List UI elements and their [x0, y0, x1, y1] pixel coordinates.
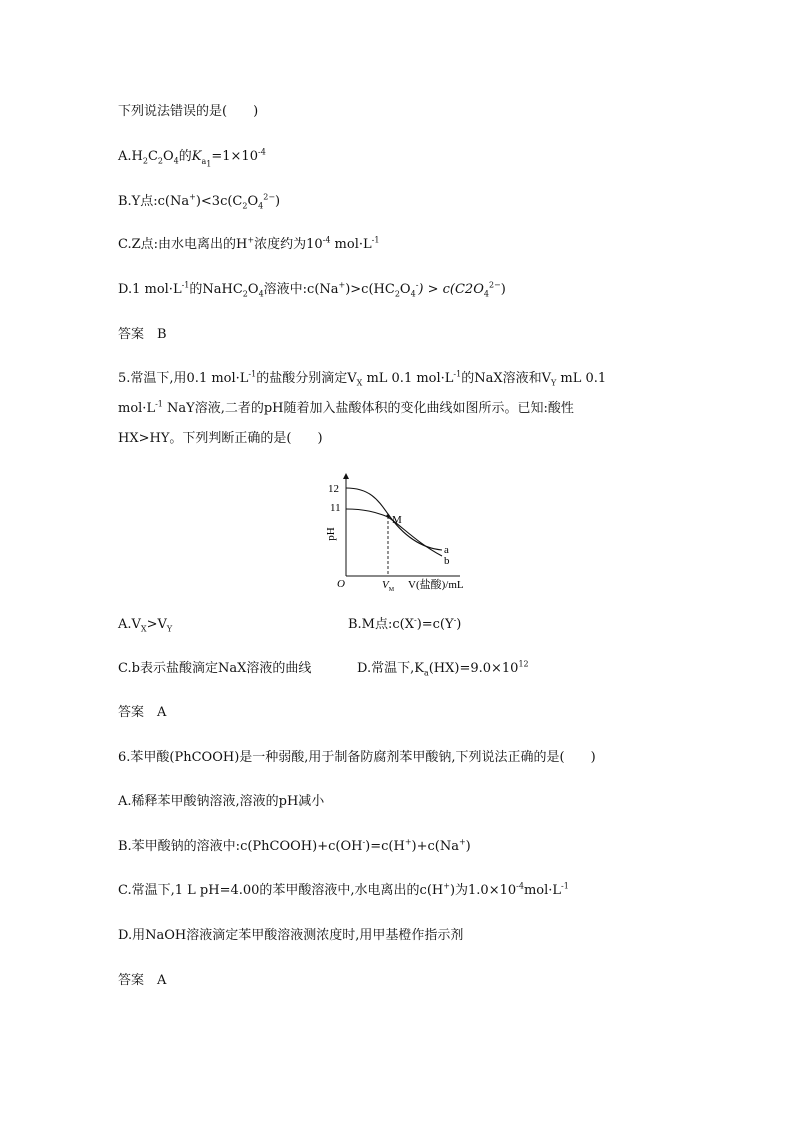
q4-option-a: $A.H_2C_2O_4$的$K_{a_1}=1\times 10^{-4}$ — [118, 147, 266, 169]
x-axis-label: V(盐酸)/mL — [408, 579, 464, 591]
q5-answer: 答案 A — [118, 705, 167, 720]
q6-stem: 6.苯甲酸(PhCOOH)是一种弱酸,用于制备防腐剂苯甲酸钠,下列说法正确的是( ) — [118, 750, 596, 765]
q6-option-a: A.稀释苯甲酸钠溶液,溶液的pH减小 — [118, 794, 325, 809]
q5-stem-line3: HX>HY。下列判断正确的是( ) — [118, 431, 323, 446]
q4-stem: 下列说法错误的是( ) — [118, 104, 259, 119]
point-m — [386, 514, 389, 517]
q5-option-a: $A.V_X>V_Y$ — [118, 617, 173, 634]
q5-option-c: C.b表示盐酸滴定NaX溶液的曲线 — [118, 661, 312, 676]
series-a-label: a — [444, 544, 449, 556]
q4-option-b: B.Y点$:c(Na^+)<3c(C_2O_4^{2-})$ — [118, 192, 281, 211]
q5-option-b: B.M点:c(X-)=c(Y-) — [348, 615, 462, 632]
q4-answer: 答案 B — [118, 327, 167, 342]
q5-stem-line2: $mol\cdot L^{-1}$ NaY溶液,二者的pH随着加入盐酸体积的变化曲线如图所示。已知:酸性 — [118, 399, 574, 416]
titration-chart — [320, 472, 480, 594]
point-m-label: M — [392, 514, 402, 526]
q4-option-c: C.Z点:由水电离出的H+浓度约为$10^{-4}$ $mol\cdot L^{-1}$ — [118, 235, 380, 252]
q6-option-d: D.用NaOH溶液滴定苯甲酸溶液测浓度时,用甲基橙作指示剂 — [118, 928, 464, 943]
x-tick-vm: $V_M$ — [382, 579, 395, 593]
origin-label: O — [337, 578, 345, 590]
q4-option-d: D.1 $mol\cdot L^{-1}$的$NaHC_2O_4$溶液中$:c(Na^+)>c(HC_2O_4^-) > c(C2O_4^{2-})$ — [118, 280, 506, 299]
y-tick-11: 11 — [330, 502, 341, 514]
q6-option-c: C.常温下,1 L pH=4.00的苯甲酸溶液中,水电离出的c(H+)为$1.0\times 10^{-4}mol\cdot L^{-1}$ — [118, 881, 569, 898]
q6-option-b: B.苯甲酸钠的溶液中:c(PhCOOH)+c(OH-)=c(H+)+c(Na+) — [118, 837, 471, 854]
y-axis-label: pH — [325, 527, 337, 541]
y-tick-12: 12 — [328, 483, 339, 495]
series-b-label: b — [444, 555, 450, 567]
q5-stem-line1: 5.常温下,用0.1 $mol\cdot L^{-1}$的盐酸分别滴定$V_X$ mL 0.1 $mol\cdot L^{-1}$的NaX溶液和$V_Y$ mL 0.1 — [118, 369, 607, 388]
q6-answer: 答案 A — [118, 973, 167, 988]
q5-option-d: D.常温下$,K_a(HX)=9.0\times 10^{12}$ — [357, 659, 529, 678]
